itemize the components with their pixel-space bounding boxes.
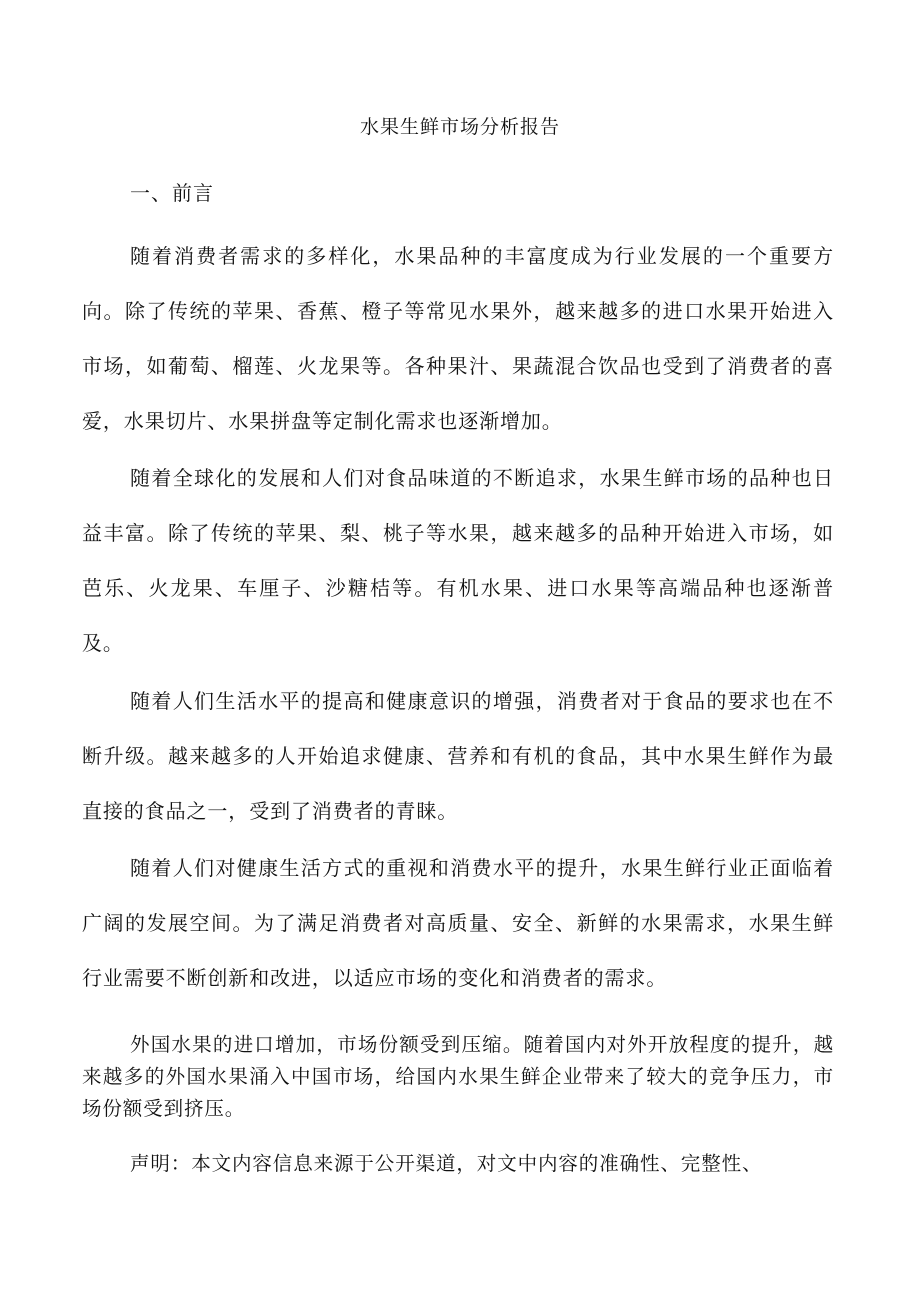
paragraph-disclaimer: 声明：本文内容信息来源于公开渠道，对文中内容的准确性、完整性、 — [130, 1152, 763, 1175]
paragraph-health-awareness: 随着人们生活水平的提高和健康意识的增强，消费者对于食品的要求也在不断升级。越来越多的人开始追求健康、营养和有机的食品，其中水果生鲜作为最直接的食品之一，受到了消费者的青睐。 — [82, 689, 834, 823]
paragraph-import-competition: 外国水果的进口增加，市场份额受到压缩。随着国内对外开放程度的提升，越来越多的外国水果涌入中国市场，给国内水果生鲜企业带来了较大的竞争压力，市场份额受到挤压。 — [82, 1033, 834, 1120]
section-heading: 一、前言 — [130, 181, 214, 205]
paragraph-globalization: 随着全球化的发展和人们对食品味道的不断追求，水果生鲜市场的品种也日益丰富。除了传统的苹果、梨、桃子等水果，越来越多的品种开始进入市场，如芭乐、火龙果、车厘子、沙糖桔等。有机水果、进口水果等高端品种也逐渐普及。 — [82, 466, 834, 655]
paragraph-industry-outlook: 随着人们对健康生活方式的重视和消费水平的提升，水果生鲜行业正面临着广阔的发展空间。为了满足消费者对高质量、安全、新鲜的水果需求，水果生鲜行业需要不断创新和改进，以适应市场的变化和消费者的需求。 — [82, 856, 834, 990]
document-title: 水果生鲜市场分析报告 — [359, 116, 560, 138]
paragraph-variety: 随着消费者需求的多样化，水果品种的丰富度成为行业发展的一个重要方向。除了传统的苹果、香蕉、橙子等常见水果外，越来越多的进口水果开始进入市场，如葡萄、榴莲、火龙果等。各种果汁、果蔬混合饮品也受到了消费者的喜爱，水果切片、水果拼盘等定制化需求也逐渐增加。 — [82, 244, 834, 433]
